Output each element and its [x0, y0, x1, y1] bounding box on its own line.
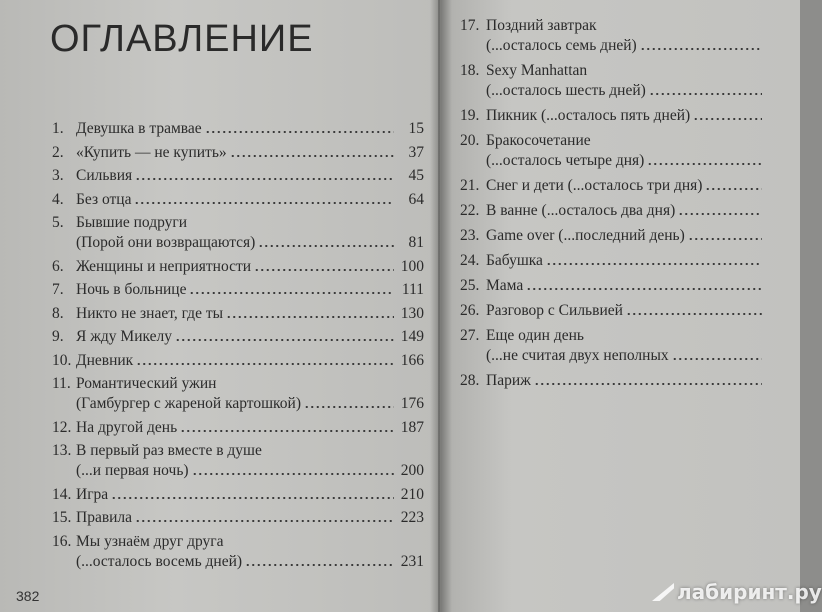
chapter-number: 23.: [460, 227, 480, 244]
toc-entry: [52, 418, 424, 438]
chapter-title: Сильвия: [76, 167, 133, 184]
dot-leader: [135, 178, 394, 180]
dot-leader: [226, 316, 394, 318]
toc-entry-line: [460, 61, 792, 81]
toc-entry-line: [52, 257, 424, 277]
chapter-title: Sexy Manhattan: [486, 62, 588, 79]
chapter-number: 11.: [52, 375, 71, 392]
toc-entry-line: [52, 532, 424, 552]
chapter-title: (...и первая ночь): [76, 462, 189, 479]
chapter-page: 176: [400, 395, 424, 412]
chapter-number: 28.: [460, 372, 480, 389]
toc-entry-line: [460, 16, 792, 36]
chapter-title: Правила: [76, 509, 133, 526]
chapter-title: Игра: [76, 485, 109, 503]
chapter-number: 18.: [460, 62, 480, 79]
chapter-title: Дневник: [76, 351, 134, 369]
chapter-title: Бывшие подруги: [76, 214, 188, 231]
toc-entry: [460, 106, 792, 126]
toc-entry: [52, 485, 424, 505]
chapter-title: Я жду Микелу: [76, 328, 173, 345]
chapter-number: 12.: [52, 418, 72, 436]
toc-list-left: [52, 119, 424, 575]
toc-entry-line: [52, 351, 424, 371]
chapter-title: Еще один день: [486, 327, 584, 344]
chapter-number: 13.: [52, 442, 72, 459]
toc-entry: [460, 326, 792, 366]
chapter-title: Романтический ужин: [76, 375, 217, 392]
labirint-icon: [652, 583, 674, 601]
toc-entry-line: [460, 326, 792, 346]
toc-entry: [52, 351, 424, 371]
chapter-title: (...осталось восемь дней): [76, 552, 243, 570]
chapter-number: 22.: [460, 202, 480, 219]
toc-entry-line: [52, 441, 424, 461]
toc-entry-line: [52, 190, 424, 210]
chapter-title: Женщины и неприятности: [76, 257, 252, 275]
chapter-title: Париж: [486, 372, 531, 389]
dot-leader: [672, 358, 762, 360]
chapter-title: (...осталось четыре дня): [486, 152, 645, 169]
chapter-page: 45: [408, 167, 424, 184]
toc-entry-line: [460, 251, 792, 271]
chapter-title: (...осталось шесть дней): [486, 82, 646, 99]
chapter-page: 100: [400, 257, 424, 275]
toc-entry-line: [460, 226, 792, 246]
dot-leader: [304, 406, 394, 408]
toc-heading: ОГЛАВЛЕНИЕ: [50, 18, 314, 60]
toc-entry-line: [52, 327, 424, 347]
dot-leader: [688, 238, 762, 240]
chapter-number: 20.: [460, 132, 480, 149]
toc-entry: [460, 276, 792, 296]
chapter-number: 10.: [52, 351, 72, 369]
toc-entry: [52, 166, 424, 186]
toc-entry-line: [52, 394, 424, 414]
toc-entry: [52, 257, 424, 277]
chapter-page: 187: [400, 418, 424, 436]
toc-entry: [52, 532, 424, 572]
chapter-title: На другой день: [76, 418, 178, 436]
chapter-title: Снег и дети (...осталось три дня): [486, 177, 703, 194]
toc-entry-line: [460, 301, 792, 321]
toc-entry-line: [52, 213, 424, 233]
chapter-number: 25.: [460, 277, 480, 294]
chapter-number: 27.: [460, 327, 480, 344]
chapter-page: 81: [408, 234, 424, 251]
chapter-title: Бракосочетание: [486, 132, 591, 149]
dot-leader: [111, 497, 394, 499]
chapter-title: Никто не знает, где ты: [76, 304, 224, 322]
toc-entry: [460, 176, 792, 196]
chapter-title: Мама: [486, 277, 524, 294]
chapter-page: 37: [408, 143, 424, 161]
toc-entry: [52, 374, 424, 414]
chapter-number: 26.: [460, 302, 480, 319]
dot-leader: [626, 313, 762, 315]
toc-entry: [460, 301, 792, 321]
dot-leader: [705, 188, 762, 190]
toc-entry-line: [52, 461, 424, 481]
chapter-title: (Порой они возвращаются): [76, 234, 256, 251]
chapter-title: В ванне (...осталось два дня): [486, 202, 676, 219]
chapter-number: 15.: [52, 509, 72, 526]
toc-entry: [460, 251, 792, 271]
dot-leader: [546, 263, 762, 265]
toc-entry-line: [52, 485, 424, 505]
dot-leader: [678, 213, 762, 215]
chapter-number: 14.: [52, 485, 72, 503]
chapter-title: Разговор с Сильвией: [486, 302, 623, 319]
dot-leader: [205, 131, 394, 133]
toc-entry-line: [460, 276, 792, 296]
chapter-number: 3.: [52, 167, 64, 184]
chapter-page: 111: [401, 281, 424, 298]
dot-leader: [192, 473, 394, 475]
chapter-number: 9.: [52, 328, 64, 345]
dot-leader: [647, 163, 762, 165]
chapter-title: Девушка в трамвае: [76, 120, 202, 137]
chapter-title: Game over (...последний день): [486, 227, 685, 244]
chapter-title: (...не считая двух неполных: [486, 347, 669, 364]
dot-leader: [245, 564, 394, 566]
dot-leader: [640, 48, 762, 50]
dot-leader: [136, 363, 394, 365]
toc-entry: [52, 304, 424, 324]
toc-entry-line: [460, 36, 792, 56]
chapter-title: Без отца: [76, 190, 132, 208]
toc-entry: [52, 280, 424, 300]
chapter-number: 21.: [460, 177, 480, 194]
chapter-title: Ночь в больнице: [76, 281, 187, 298]
chapter-title: Пикник (...осталось пять дней): [486, 107, 691, 124]
toc-entry-line: [460, 346, 792, 366]
dot-leader: [649, 93, 762, 95]
chapter-page: 231: [400, 552, 424, 570]
toc-entry-line: [52, 119, 424, 139]
toc-entry-line: [52, 374, 424, 394]
chapter-page: 200: [400, 462, 424, 479]
chapter-number: 8.: [52, 304, 64, 322]
toc-entry-line: [460, 371, 792, 391]
watermark-text: лабиринт.ру: [677, 580, 822, 604]
chapter-title: (...осталось семь дней): [486, 37, 637, 54]
toc-entry-line: [52, 280, 424, 300]
dot-leader: [526, 288, 762, 290]
chapter-number: 5.: [52, 214, 64, 231]
toc-entry-line: [460, 151, 792, 171]
chapter-title: В первый раз вместе в душе: [76, 442, 262, 459]
chapter-number: 19.: [460, 107, 480, 124]
chapter-title: Бабушка: [486, 252, 543, 269]
toc-entry: [460, 201, 792, 221]
dot-leader: [258, 245, 394, 247]
toc-entry-line: [52, 552, 424, 572]
toc-entry-line: [460, 106, 792, 126]
toc-entry: [460, 61, 792, 101]
toc-entry-line: [52, 418, 424, 438]
dot-leader: [230, 155, 394, 157]
chapter-number: 17.: [460, 17, 480, 34]
toc-entry: [52, 190, 424, 210]
chapter-page: 15: [408, 120, 424, 137]
chapter-title: Поздний завтрак: [486, 17, 597, 34]
dot-leader: [534, 383, 762, 385]
toc-entry: [52, 327, 424, 347]
toc-entry-line: [460, 81, 792, 101]
toc-entry: [52, 119, 424, 139]
dot-leader: [693, 118, 762, 120]
toc-entry: [460, 16, 792, 56]
toc-entry: [460, 226, 792, 246]
chapter-page: 64: [408, 190, 424, 208]
chapter-number: 4.: [52, 190, 64, 208]
toc-entry: [52, 441, 424, 481]
toc-entry-line: [52, 233, 424, 253]
toc-entry: [52, 143, 424, 163]
toc-entry-line: [52, 143, 424, 163]
chapter-page: 130: [400, 304, 424, 322]
book-spine-gutter: [430, 0, 452, 612]
chapter-page: 223: [400, 509, 424, 526]
dot-leader: [135, 520, 394, 522]
toc-entry-line: [460, 131, 792, 151]
toc-entry-line: [460, 201, 792, 221]
chapter-title: «Купить — не купить»: [76, 143, 227, 161]
chapter-number: 24.: [460, 252, 480, 269]
toc-entry: [52, 508, 424, 528]
chapter-number: 16.: [52, 532, 72, 550]
chapter-number: 2.: [52, 143, 64, 161]
dot-leader: [189, 292, 394, 294]
chapter-title: Мы узнаём друг друга: [76, 532, 224, 550]
dot-leader: [175, 339, 394, 341]
dot-leader: [254, 269, 394, 271]
toc-entry: [52, 213, 424, 253]
dot-leader: [134, 202, 394, 204]
toc-entry-line: [460, 176, 792, 196]
chapter-page: 149: [400, 328, 424, 345]
toc-entry-line: [52, 508, 424, 528]
chapter-number: 6.: [52, 257, 64, 275]
chapter-page: 166: [400, 351, 424, 369]
chapter-number: 7.: [52, 281, 64, 298]
toc-entry: [460, 371, 792, 391]
chapter-title: (Гамбургер с жареной картошкой): [76, 395, 301, 412]
toc-entry-line: [52, 166, 424, 186]
chapter-page: 210: [400, 485, 424, 503]
watermark-logo: [652, 580, 822, 604]
toc-entry-line: [52, 304, 424, 324]
page-number: 382: [16, 588, 40, 604]
toc-list-right: [460, 16, 792, 396]
dot-leader: [180, 430, 394, 432]
chapter-number: 1.: [52, 120, 64, 137]
toc-entry: [460, 131, 792, 171]
